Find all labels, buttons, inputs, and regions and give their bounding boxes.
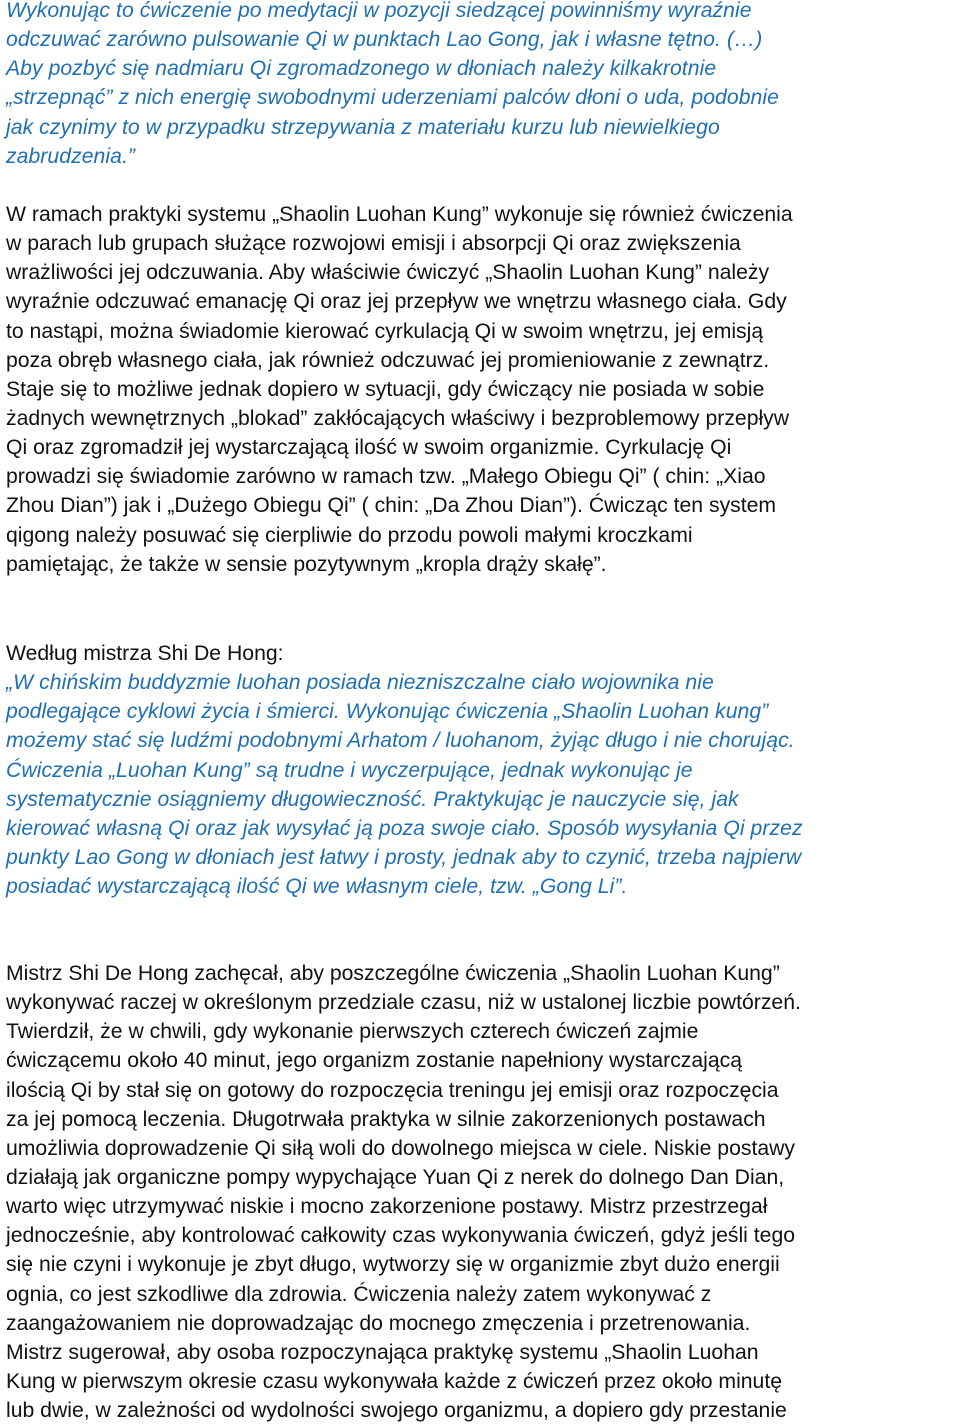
text-line: Zhou Dian”) jak i „Dużego Obiegu Qi” ( chin: „Da Zhou Dian”). Ćwicząc ten system [6,494,777,518]
text-line: Twierdził, że w chwili, gdy wykonanie pierwszych czterech ćwiczeń zajmie [6,1020,699,1044]
text-line: żadnych wewnętrznych „blokad” zakłócających właściwy i bezproblemowy przepływ [6,406,790,430]
text-line: Wykonując to ćwiczenie po medytacji w pozycji siedzącej powinniśmy wyraźnie [6,0,752,22]
text-line: Aby pozbyć się nadmiaru Qi zgromadzonego w dłoniach należy kilkakrotnie [6,57,717,81]
text-line: to nastąpi, można świadomie kierować cyrkulacją Qi w swoim wnętrzu, jej emisją [6,319,764,343]
text-line: W ramach praktyki systemu „Shaolin Luohan Kung” wykonuje się również ćwiczenia [6,203,793,226]
text-line: ćwiczącemu około 40 minut, jego organizm zostanie napełniony wystarczającą [6,1049,743,1073]
text-line: punkty Lao Gong w dłoniach jest łatwy i prosty, jednak aby to czynić, trzeba najpierw [6,845,802,869]
text-line: podlegające cyklowi życia i śmierci. Wykonując ćwiczenia „Shaolin Luohan kung” [6,700,769,724]
text-line: lub dwie, w zależności od wydolności swojego organizmu, a dopiero gdy przestanie [6,1399,787,1423]
text-line: Kung w pierwszym okresie czasu wykonywała każde z ćwiczeń przez około minutę [6,1369,783,1393]
paragraph-shaolin-luohan-kung-practice [6,200,793,579]
text-line: qigong należy posuwać się cierpliwie do przodu powoli małymi kroczkami [6,523,693,547]
text-line: ognia, co jest szkodliwe dla zdrowia. Ćwiczenia należy zatem wykonywać z [6,1282,712,1306]
text-line: kierować własną Qi oraz jak wysyłać ją poza swoje ciało. Sposób wysyłania Qi przez [6,816,803,840]
text-line: za jej pomocą leczenia. Długotrwała praktyka w silnie zakorzenionych postawach [6,1107,766,1131]
text-line: jednocześnie, aby kontrolować całkowity czas wykonywania ćwiczeń, gdyż jeśli tego [6,1224,796,1248]
text-line: wrażliwości jej odczuwania. Aby właściwie ćwiczyć „Shaolin Luohan Kung” należy [6,261,770,285]
paragraph-shi-de-hong-quote [6,639,803,901]
text-line: Staje się to możliwe jednak dopiero w sytuacji, gdy ćwiczący nie posiada w sobie [6,377,765,401]
text-line: systematycznie osiągniemy długowieczność. Praktykując je nauczycie się, jak [6,787,739,811]
text-line: poza obręb własnego ciała, jak również odczuwać jej promieniowanie z zewnątrz. [6,348,770,372]
text-line: „strzepnąć” z nich energię swobodnymi uderzeniami palców dłoni o uda, podobnie [6,86,779,110]
text-line: działają jak organiczne pompy wypychające Yuan Qi z nerek do dolnego Dan Dian, [6,1165,785,1189]
text-line: Ćwiczenia „Luohan Kung” są trudne i wyczerpujące, jednak wykonując je [6,758,693,782]
text-line: prowadzi się świadomie zarówno w ramach tzw. „Małego Obiegu Qi” ( chin: „Xiao [6,465,766,489]
text-line: się nie czyni i wykonuje je zbyt długo, wytworzy się w organizmie zbyt dużo energii [6,1253,780,1277]
text-line: ilością Qi by stał się on gotowy do rozpoczęcia treningu jej emisji oraz rozpoczęcia [6,1078,779,1102]
text-line: pamiętając, że także w sensie pozytywnym „kropla drąży skałę”. [6,552,607,576]
text-line: Mistrz Shi De Hong zachęcał, aby poszczególne ćwiczenia „Shaolin Luohan Kung” [6,962,780,985]
quote-block-luohan [6,668,803,901]
text-line: wyraźnie odczuwać emanację Qi oraz jej przepływ we wnętrzu własnego ciała. Gdy [6,290,787,314]
text-line: warto więc utrzymywać niskie i mocno zakorzenione postawy. Mistrz przestrzegał [6,1195,768,1219]
text-line: jak czynimy to w przypadku strzepywania z materiału kurzu lub niewielkiego [6,115,720,139]
paragraph-training-duration [6,959,801,1425]
text-line: zabrudzenia.” [6,144,136,168]
text-line: zaangażowaniem nie doprowadzając do mocnego zmęczenia i przetrenowania. [6,1311,751,1335]
text-line: wykonywać raczej w określonym przedziale czasu, niż w ustalonej liczbie powtórzeń. [6,991,801,1015]
text-line: Qi oraz zgromadził jej wystarczającą ilość w swoim organizmie. Cyrkulację Qi [6,436,732,460]
text-line: odczuwać zarówno pulsowanie Qi w punktach Lao Gong, jak i własne tętno. (…) [6,28,763,52]
text-line: w parach lub grupach służące rozwojowi emisji i absorpcji Qi oraz zwiększenia [6,232,741,256]
text-line: „W chińskim buddyzmie luohan posiada niezniszczalne ciało wojownika nie [6,671,714,695]
text-line: Mistrz sugerował, aby osoba rozpoczynająca praktykę systemu „Shaolin Luohan [6,1340,759,1364]
quote-intro: Według mistrza Shi De Hong: [6,642,284,665]
text-line: posiadać wystarczającą ilość Qi we własnym ciele, tzw. „Gong Li”. [6,875,628,899]
text-line: umożliwia doprowadzenie Qi siłą woli do dowolnego miejsca w ciele. Niskie postawy [6,1136,796,1160]
text-line: możemy stać się ludźmi podobnymi Arhatom / luohanom, żyjąc długo i nie chorując. [6,729,795,753]
quote-block-qi-pulse [6,0,779,171]
